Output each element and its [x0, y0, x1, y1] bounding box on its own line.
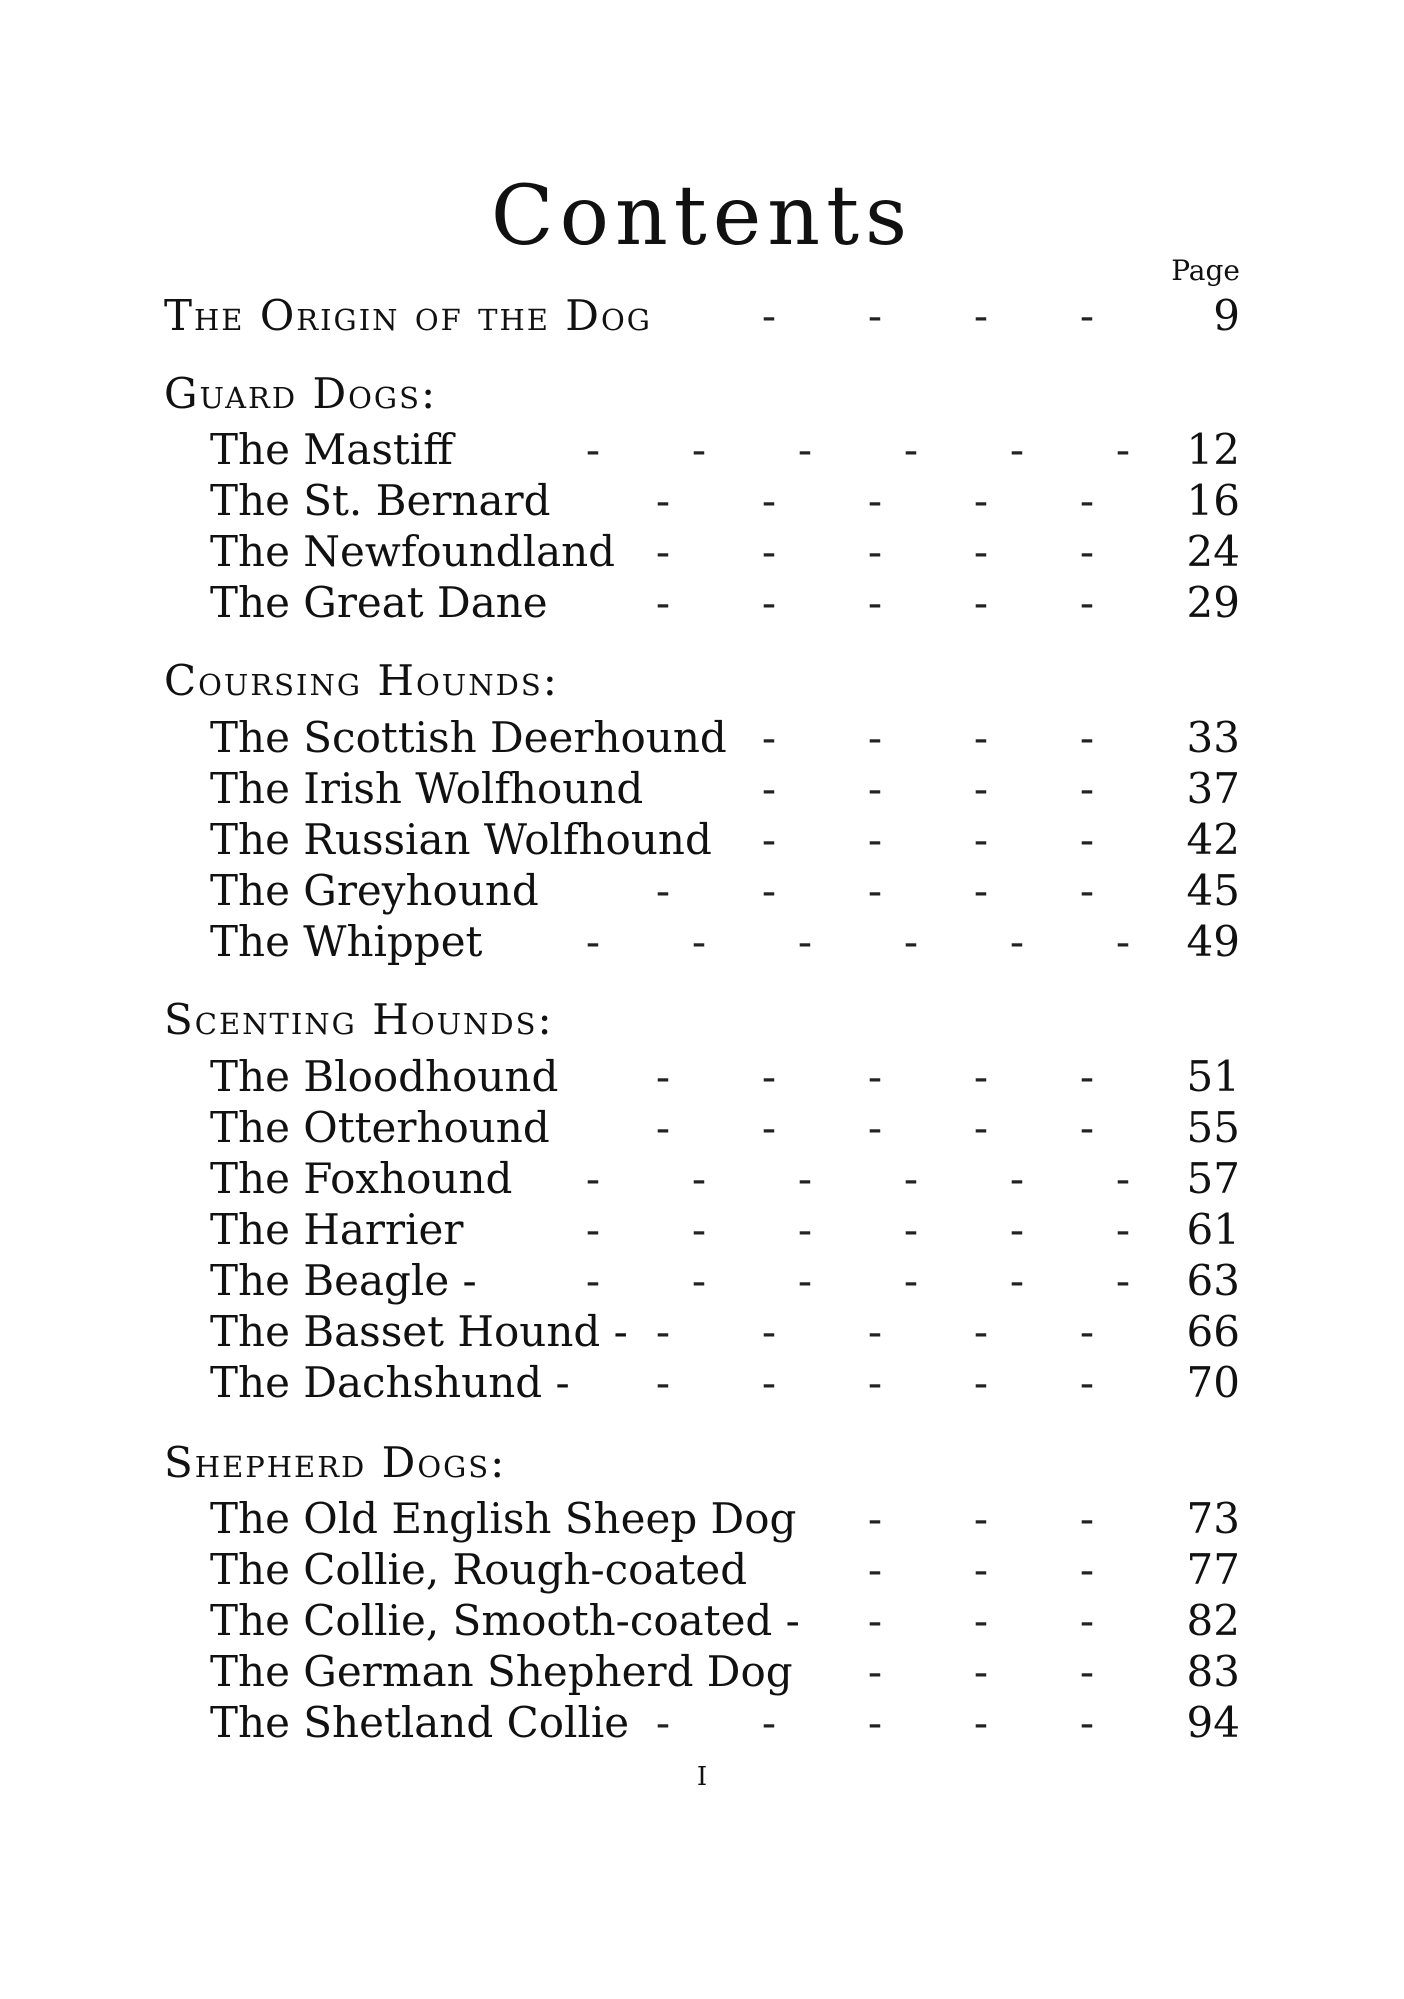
toc-entry-page: 94: [1186, 1698, 1240, 1747]
toc-entry-label: The German Shepherd Dog: [210, 1647, 793, 1696]
toc-entry[interactable]: [0, 1544, 1404, 1596]
section-heading-coursing-hounds: [0, 655, 1404, 707]
dot-leader: - - - - - -: [585, 1205, 1131, 1254]
dot-leader: - - - - -: [655, 1052, 1095, 1101]
section-heading-shepherd-dogs: [0, 1437, 1404, 1489]
toc-entry-page: 70: [1186, 1358, 1240, 1407]
toc-entry-label: The Origin of the Dog: [164, 291, 652, 340]
page-folio: I: [696, 1762, 708, 1792]
toc-entry-label: The Newfoundland: [210, 527, 616, 576]
toc-entry-label: The Basset Hound -: [210, 1307, 628, 1356]
section-heading-guard-dogs: [0, 368, 1404, 420]
toc-entry[interactable]: [0, 424, 1404, 476]
toc-entry-page: 66: [1186, 1307, 1240, 1356]
dot-leader: - - - - - -: [585, 917, 1131, 966]
toc-entry-origin[interactable]: [0, 290, 1404, 342]
section-heading-scenting-hounds: [0, 994, 1404, 1046]
dot-leader: - - - - - -: [585, 425, 1131, 474]
toc-entry-label: The Russian Wolfhound: [210, 815, 712, 864]
toc-entry[interactable]: [0, 1204, 1404, 1256]
toc-entry[interactable]: [0, 763, 1404, 815]
toc-entry-page: 24: [1186, 527, 1240, 576]
toc-entry-label: The Otterhound: [210, 1103, 550, 1152]
page-column-label: Page: [1171, 254, 1240, 287]
dot-leader: - - -: [867, 1596, 1095, 1645]
dot-leader: - - - - -: [655, 866, 1095, 915]
dot-leader: - - - - -: [655, 578, 1095, 627]
toc-entry[interactable]: [0, 1357, 1404, 1409]
dot-leader: - - - - -: [655, 1307, 1095, 1356]
toc-entry[interactable]: [0, 1102, 1404, 1154]
toc-entry[interactable]: [0, 526, 1404, 578]
toc-entry-label: The Irish Wolfhound: [210, 764, 644, 813]
toc-entry[interactable]: [0, 577, 1404, 629]
toc-entry-page: 55: [1186, 1103, 1240, 1152]
dot-leader: - - -: [867, 1545, 1095, 1594]
dot-leader: - - - -: [761, 291, 1095, 340]
dot-leader: - - -: [867, 1494, 1095, 1543]
section-heading-label: Scenting Hounds:: [164, 995, 554, 1044]
toc-entry-page: 9: [1213, 291, 1240, 340]
toc-entry[interactable]: [0, 1153, 1404, 1205]
dot-leader: - - - - -: [655, 476, 1095, 525]
toc-entry-page: 16: [1186, 476, 1240, 525]
toc-entry-label: The Whippet: [210, 917, 483, 966]
toc-entry[interactable]: [0, 1493, 1404, 1545]
dot-leader: - - - - -: [655, 1358, 1095, 1407]
toc-entry-label: The Greyhound: [210, 866, 539, 915]
toc-entry[interactable]: [0, 1595, 1404, 1647]
toc-entry-page: 33: [1186, 713, 1240, 762]
toc-entry-page: 57: [1186, 1154, 1240, 1203]
dot-leader: - - - - -: [655, 1103, 1095, 1152]
toc-entry-page: 37: [1186, 764, 1240, 813]
toc-entry[interactable]: [0, 865, 1404, 917]
toc-entry-label: The Beagle -: [210, 1256, 477, 1305]
toc-entry[interactable]: [0, 475, 1404, 527]
toc-entry-label: The Dachshund -: [210, 1358, 570, 1407]
toc-entry[interactable]: [0, 814, 1404, 866]
dot-leader: - - - - -: [655, 1698, 1095, 1747]
toc-entry-page: 45: [1186, 866, 1240, 915]
toc-entry-label: The Harrier: [210, 1205, 464, 1254]
page-title: Contents: [490, 169, 914, 264]
toc-entry-page: 12: [1186, 425, 1240, 474]
toc-entry-page: 73: [1186, 1494, 1240, 1543]
toc-entry[interactable]: [0, 1255, 1404, 1307]
toc-entry-label: The Old English Sheep Dog: [210, 1494, 797, 1543]
section-heading-label: Guard Dogs:: [164, 369, 438, 418]
dot-leader: - - - -: [761, 713, 1095, 762]
dot-leader: - - - -: [761, 764, 1095, 813]
toc-entry-page: 61: [1186, 1205, 1240, 1254]
toc-entry-label: The Foxhound: [210, 1154, 513, 1203]
toc-entry-page: 83: [1186, 1647, 1240, 1696]
toc-entry-page: 51: [1186, 1052, 1240, 1101]
dot-leader: - - - - -: [655, 527, 1095, 576]
toc-entry[interactable]: [0, 1306, 1404, 1358]
section-heading-label: Shepherd Dogs:: [164, 1438, 507, 1487]
toc-entry-page: 42: [1186, 815, 1240, 864]
toc-entry-label: The St. Bernard: [210, 476, 551, 525]
dot-leader: - - - -: [761, 815, 1095, 864]
toc-entry-label: The Mastiff: [210, 425, 454, 474]
toc-entry[interactable]: [0, 1051, 1404, 1103]
toc-entry-label: The Shetland Collie: [210, 1698, 630, 1747]
toc-entry-label: The Collie, Smooth-coated -: [210, 1596, 800, 1645]
toc-entry-label: The Great Dane: [210, 578, 548, 627]
toc-entry-label: The Scottish Deerhound: [210, 713, 727, 762]
toc-entry[interactable]: [0, 712, 1404, 764]
dot-leader: - - - - - -: [585, 1154, 1131, 1203]
toc-entry-page: 82: [1186, 1596, 1240, 1645]
toc-entry-page: 29: [1186, 578, 1240, 627]
toc-entry[interactable]: [0, 1646, 1404, 1698]
toc-entry-label: The Bloodhound: [210, 1052, 559, 1101]
dot-leader: - - -: [867, 1647, 1095, 1696]
toc-entry-page: 49: [1186, 917, 1240, 966]
dot-leader: - - - - - -: [585, 1256, 1131, 1305]
toc-entry-page: 63: [1186, 1256, 1240, 1305]
section-heading-label: Coursing Hounds:: [164, 656, 559, 705]
toc-entry-label: The Collie, Rough-coated: [210, 1545, 748, 1594]
toc-entry-page: 77: [1186, 1545, 1240, 1594]
toc-entry[interactable]: [0, 1697, 1404, 1749]
toc-entry[interactable]: [0, 916, 1404, 968]
